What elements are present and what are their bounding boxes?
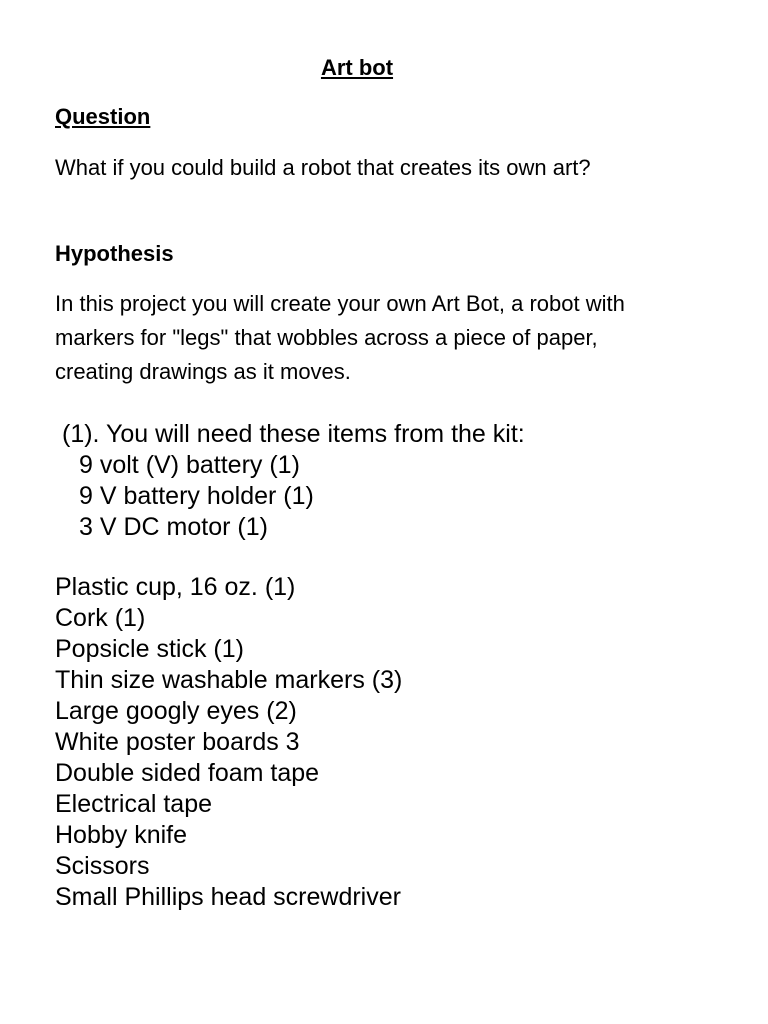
- list-item: White poster boards 3: [55, 728, 300, 756]
- list-item: Thin size washable markers (3): [55, 666, 403, 694]
- list-item: Cork (1): [55, 604, 146, 632]
- list-item: Plastic cup, 16 oz. (1): [55, 573, 296, 601]
- kit-items-list: [79, 450, 314, 543]
- list-item: Double sided foam tape: [55, 759, 320, 787]
- kit-item: 9 V battery holder (1): [79, 482, 314, 510]
- list-item: Electrical tape: [55, 790, 213, 818]
- list-item: Hobby knife: [55, 821, 188, 849]
- kit-item: 9 volt (V) battery (1): [79, 451, 300, 479]
- list-item: Scissors: [55, 852, 150, 880]
- other-items-list: [55, 572, 402, 913]
- question-heading: Question: [55, 104, 151, 129]
- list-item: Popsicle stick (1): [55, 635, 244, 663]
- document-title: Art bot: [320, 55, 394, 80]
- kit-item: 3 V DC motor (1): [79, 513, 268, 541]
- list-item: Large googly eyes (2): [55, 697, 297, 725]
- question-text: What if you could build a robot that creates its own art?: [55, 155, 591, 180]
- hypothesis-heading: Hypothesis: [55, 241, 174, 266]
- kit-intro: (1). You will need these items from the kit:: [62, 420, 525, 448]
- list-item: Small Phillips head screwdriver: [55, 883, 401, 911]
- hypothesis-text: In this project you will create your own Art Bot, a robot with markers for "legs" that wobbles across a piece of paper, creating drawings as it moves.: [55, 291, 625, 384]
